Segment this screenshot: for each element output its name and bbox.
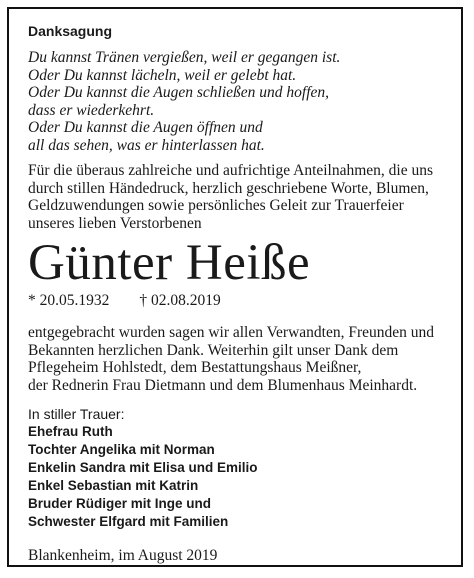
mourner-entry: Enkel Sebastian mit Katrin (28, 478, 199, 493)
thanks-line: entgegebracht wurden sagen wir allen Verwandten, Freunden und (28, 324, 435, 341)
poem-line: Oder Du kannst die Augen schließen und hoffen, (28, 84, 330, 101)
mourner-entry: Tochter Angelika mit Norman (28, 442, 215, 457)
intro-line: Geldzuwendungen sowie persönliches Geleit zur Trauerfeier (28, 197, 404, 214)
thanks-line: Bekannten herzlichen Dank. Weiterhin gilt unser Dank dem (28, 341, 399, 359)
notice-content (28, 22, 458, 565)
birth-date: * 20.05.1932 (28, 292, 110, 309)
life-dates (28, 292, 458, 310)
poem-line: Oder Du kannst lächeln, weil er gelebt hat. (28, 66, 297, 84)
mourner-entry: Ehefrau Ruth (28, 424, 113, 439)
mourner-entry: Schwester Elfgard mit Familien (28, 514, 229, 529)
poem-line: Oder Du kannst die Augen öffnen und (28, 119, 263, 136)
notice-heading: Danksagung (28, 23, 113, 39)
thanks-paragraph (28, 324, 458, 394)
thanks-line: Pflegeheim Hohlstedt, dem Bestattungshaus Meißner, (28, 359, 362, 376)
mourner-entry: Enkelin Sandra mit Elisa und Emilio (28, 460, 258, 475)
notice-frame (7, 7, 463, 567)
poem-line: all das sehen, was er hinterlassen hat. (28, 136, 265, 154)
mourner-entry: Bruder Rüdiger mit Inge und (28, 496, 212, 511)
poem-line: Du kannst Tränen vergießen, weil er gegangen ist. (28, 49, 341, 66)
poem-line: dass er wiederkehrt. (28, 101, 155, 119)
mourners-list (28, 423, 458, 531)
death-date: † 02.08.2019 (139, 292, 221, 309)
place-date: Blankenheim, im August 2019 (28, 547, 218, 564)
intro-line: unseres lieben Verstorbenen (28, 214, 202, 232)
intro-line: durch stillen Händedruck, herzlich geschriebene Worte, Blumen, (28, 179, 429, 197)
intro-paragraph (28, 162, 458, 232)
intro-line: Für die überaus zahlreiche und aufrichtige Anteilnahmen, die uns (28, 162, 434, 179)
deceased-name: Günter Heiße (28, 235, 311, 291)
mourning-label: In stiller Trauer: (28, 406, 125, 422)
thanks-line: der Rednerin Frau Dietmann und dem Blumenhaus Meinhardt. (28, 376, 418, 394)
poem (28, 49, 458, 154)
